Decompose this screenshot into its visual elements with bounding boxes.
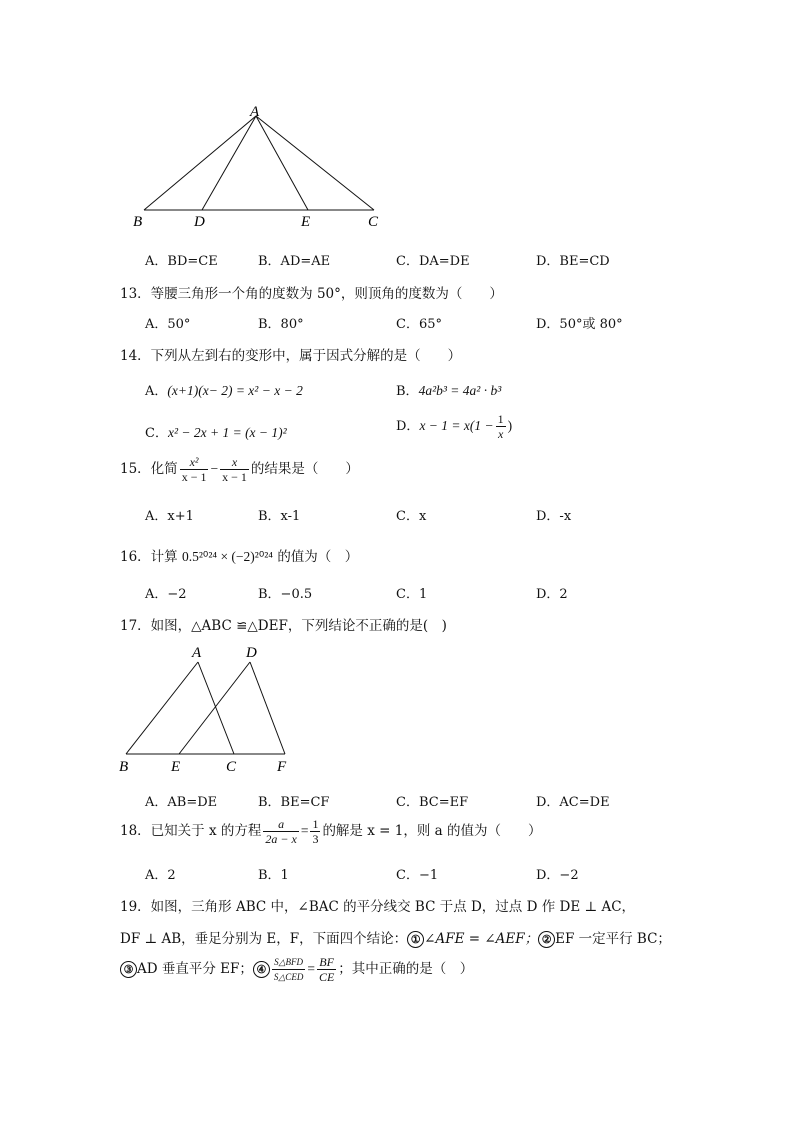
congruent-triangles-figure-q17 — [114, 642, 304, 776]
fraction-numerator: BF — [317, 955, 336, 970]
equals-sign: = — [300, 823, 309, 838]
q12-option-c: C．DA=DE — [396, 254, 470, 269]
q15-option-d: D．-x — [536, 509, 572, 524]
q14-c-expression: x² − 2x + 1 = (x − 1)² — [167, 425, 287, 440]
label-D: D — [246, 645, 257, 661]
label-E: E — [171, 759, 181, 775]
q14-option-a — [145, 380, 303, 399]
q15-fraction-2 — [220, 455, 249, 484]
conclusion-1-marker: ① — [407, 931, 424, 948]
option-label: D． — [396, 419, 420, 434]
label-A: A — [192, 645, 202, 661]
q13-option-c: C．65° — [396, 317, 442, 332]
q14-d-expression-end: ) — [507, 418, 513, 433]
q15-option-b: B．x-1 — [258, 509, 301, 524]
fraction-numerator: 1 — [497, 412, 504, 426]
q14-option-b — [396, 380, 501, 399]
q18-fraction-left — [263, 817, 298, 846]
q15-suffix: 的结果是（ ） — [250, 461, 359, 477]
q16-option-c: C．1 — [396, 587, 428, 602]
fraction-denominator: x — [497, 427, 504, 441]
q18-prefix: 18．已知关于 x 的方程 — [120, 823, 262, 839]
q14-option-d — [396, 412, 512, 441]
q16-option-b: B．−0.5 — [258, 587, 313, 602]
fraction-numerator: 1 — [312, 817, 319, 831]
label-D: D — [194, 214, 205, 230]
q15-fraction-1 — [180, 455, 209, 484]
label-B: B — [119, 759, 129, 775]
option-label: B． — [396, 384, 419, 399]
q18-fraction-right — [310, 817, 320, 846]
q18-suffix: 的解是 x = 1，则 a 的值为（ ） — [322, 823, 542, 839]
q12-option-b: B．AD=AE — [258, 254, 331, 269]
q19-line-2-text: DF ⊥ AB，垂足分别为 E，F，下面四个结论： — [120, 931, 408, 947]
conclusion-3-marker: ③ — [120, 961, 137, 978]
label-F: F — [277, 759, 287, 775]
option-label: A． — [145, 384, 168, 399]
q19-line-1: 19．如图，三角形 ABC 中，∠BAC 的平分线交 BC 于点 D，过点 D 作 DE ⊥ AC， — [120, 899, 636, 915]
fraction-denominator: 2a − x — [265, 832, 297, 846]
option-label: C． — [145, 426, 168, 441]
q14-d-expression-start: x − 1 = x(1 − — [419, 418, 494, 433]
q18-stem — [120, 817, 541, 846]
q16-expression: 0.5²⁰²⁴ × (−2)²⁰²⁴ — [181, 549, 274, 564]
label-B: B — [133, 214, 143, 230]
q16-option-d: D．2 — [536, 587, 568, 602]
conclusion-2-marker: ② — [538, 931, 555, 948]
label-E: E — [301, 214, 311, 230]
q19-line-2 — [120, 927, 671, 948]
label-C: C — [226, 759, 237, 775]
minus-sign: − — [210, 461, 219, 476]
triangle-figure-q12 — [128, 104, 388, 230]
fraction-numerator: S△BFD — [272, 955, 305, 970]
q12-option-a: A．BD=CE — [145, 254, 218, 269]
fraction-numerator: a — [263, 817, 298, 832]
q15-option-c: C．x — [396, 509, 427, 524]
q12-option-d: D．BE=CD — [536, 254, 610, 269]
q13-option-d: D．50°或 80° — [536, 317, 623, 332]
q15-stem — [120, 455, 359, 484]
fraction-numerator: x² — [180, 455, 209, 470]
label-A: A — [250, 104, 260, 120]
q18-option-b: B．1 — [258, 868, 289, 883]
q17-option-b: B．BE=CF — [258, 795, 330, 810]
q18-option-a: A．2 — [145, 868, 176, 883]
q18-option-d: D．−2 — [536, 868, 579, 883]
q14-option-c — [145, 422, 287, 441]
conclusion-3-text: AD 垂直平分 EF； — [137, 961, 253, 977]
conclusion-1-text: ∠AFE = ∠AEF； — [424, 931, 539, 947]
q19-line-3 — [120, 955, 473, 984]
q16-option-a: A．−2 — [145, 587, 187, 602]
conclusion-2-text: EF 一定平行 BC； — [555, 931, 671, 947]
q13-option-b: B．80° — [258, 317, 304, 332]
fraction-numerator: x — [220, 455, 249, 470]
label-C: C — [368, 214, 379, 230]
fraction-denominator: 3 — [312, 832, 319, 846]
q14-a-expression: (x+1)(x− 2) = x² − x − 2 — [167, 383, 303, 398]
fraction-denominator: CE — [318, 970, 335, 984]
q16-stem — [120, 545, 358, 565]
equals-sign: = — [307, 961, 315, 976]
fraction-denominator: x − 1 — [181, 470, 207, 484]
q19-suffix: ；其中正确的是（ ） — [338, 961, 474, 977]
q13-stem: 13．等腰三角形一个角的度数为 50°，则顶角的度数为（ ） — [120, 286, 503, 302]
q17-option-c: C．BC=EF — [396, 795, 469, 810]
q15-option-a: A．x+1 — [145, 509, 194, 524]
q18-option-c: C．−1 — [396, 868, 439, 883]
q19-area-ratio — [272, 955, 305, 984]
q13-option-a: A．50° — [145, 317, 191, 332]
q17-option-d: D．AC=DE — [536, 795, 610, 810]
q17-option-a: A．AB=DE — [145, 795, 218, 810]
fraction-denominator: S△CED — [273, 972, 304, 982]
q15-prefix: 15．化简 — [120, 461, 178, 477]
fraction-denominator: x − 1 — [222, 470, 247, 484]
conclusion-4-marker: ④ — [253, 961, 270, 978]
q19-segment-ratio — [317, 955, 336, 984]
q17-stem: 17．如图，△ABC ≌△DEF，下列结论不正确的是( ) — [120, 618, 447, 634]
q14-b-expression: 4a²b³ = 4a² · b³ — [418, 383, 502, 398]
q16-prefix: 16．计算 — [120, 549, 178, 565]
q14-d-fraction — [496, 412, 506, 441]
q16-suffix: 的值为（ ） — [277, 549, 359, 565]
q14-stem: 14．下列从左到右的变形中，属于因式分解的是（ ） — [120, 348, 462, 364]
